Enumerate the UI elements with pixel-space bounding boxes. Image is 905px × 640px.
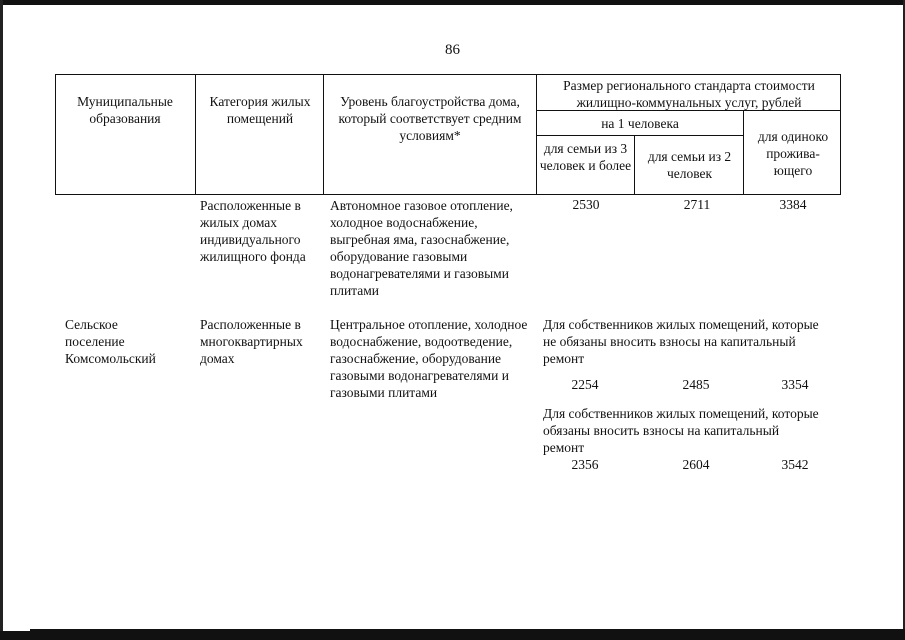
table-top-border <box>55 74 841 75</box>
row1-category: Расположенные в жилых домах индивидуального жилищного фонда <box>200 198 306 264</box>
row2-value1-family2: 2485 <box>682 377 710 392</box>
row1-value-family2: 2711 <box>683 197 711 212</box>
scan-border-left <box>0 0 3 640</box>
header-level: Уровень благоустройства дома, который соответствует средним условиям* <box>338 94 522 143</box>
row2-note2: Для собственников жилых помещений, которые обязаны вносить взносы на капитальный ремонт <box>543 406 819 455</box>
row2-value1-single: 3354 <box>781 377 809 392</box>
row1-level: Автономное газовое отопление, холодное водоснабжение, выгребная яма, газоснабжение, оборудование газовыми водонагревателями и газовыми плитами <box>330 198 513 298</box>
scan-border-bottom <box>0 631 905 640</box>
header-family3: для семьи из 3 человек и более <box>539 141 632 173</box>
per-person-row-border <box>536 135 743 136</box>
scan-border-top <box>0 0 905 5</box>
header-size: Размер регионального стандарта стоимости жилищно-коммунальных услуг, рублей <box>563 78 815 110</box>
row2-value1-family3: 2254 <box>571 377 599 392</box>
row2-level: Центральное отопление, холодное водоснабжение, водоотведение, газоснабжение, оборудование газовыми водонагревателями и газовыми плитами <box>330 317 528 400</box>
municipality-name: Сельское поселение Комсомольский <box>65 317 156 366</box>
scan-border-bottom-line <box>30 629 905 631</box>
col-border-1 <box>195 74 196 195</box>
page-number: 86 <box>445 42 460 58</box>
header-family2: для семьи из 2 человек <box>647 149 732 181</box>
row1-value-family3: 2530 <box>572 197 600 212</box>
col-border-6 <box>840 74 841 195</box>
header-single: для одиноко прожива-ющего <box>757 129 829 178</box>
col-border-0 <box>55 74 56 195</box>
header-bottom-border <box>55 194 841 195</box>
header-per-person: на 1 человека <box>601 116 679 131</box>
row1-value-single: 3384 <box>779 197 807 212</box>
row2-category: Расположенные в многоквартирных домах <box>200 317 303 366</box>
row2-value2-family3: 2356 <box>571 457 599 472</box>
col-border-2 <box>323 74 324 195</box>
header-municipality: Муниципальные образования <box>77 94 173 126</box>
row2-note1: Для собственников жилых помещений, которые не обязаны вносить взносы на капитальный ремонт <box>543 317 819 366</box>
col-border-5 <box>743 110 744 195</box>
col-border-3 <box>536 74 537 195</box>
header-category: Категория жилых помещений <box>209 94 311 126</box>
col-border-4 <box>634 135 635 195</box>
row2-value2-family2: 2604 <box>682 457 710 472</box>
row2-value2-single: 3542 <box>781 457 809 472</box>
